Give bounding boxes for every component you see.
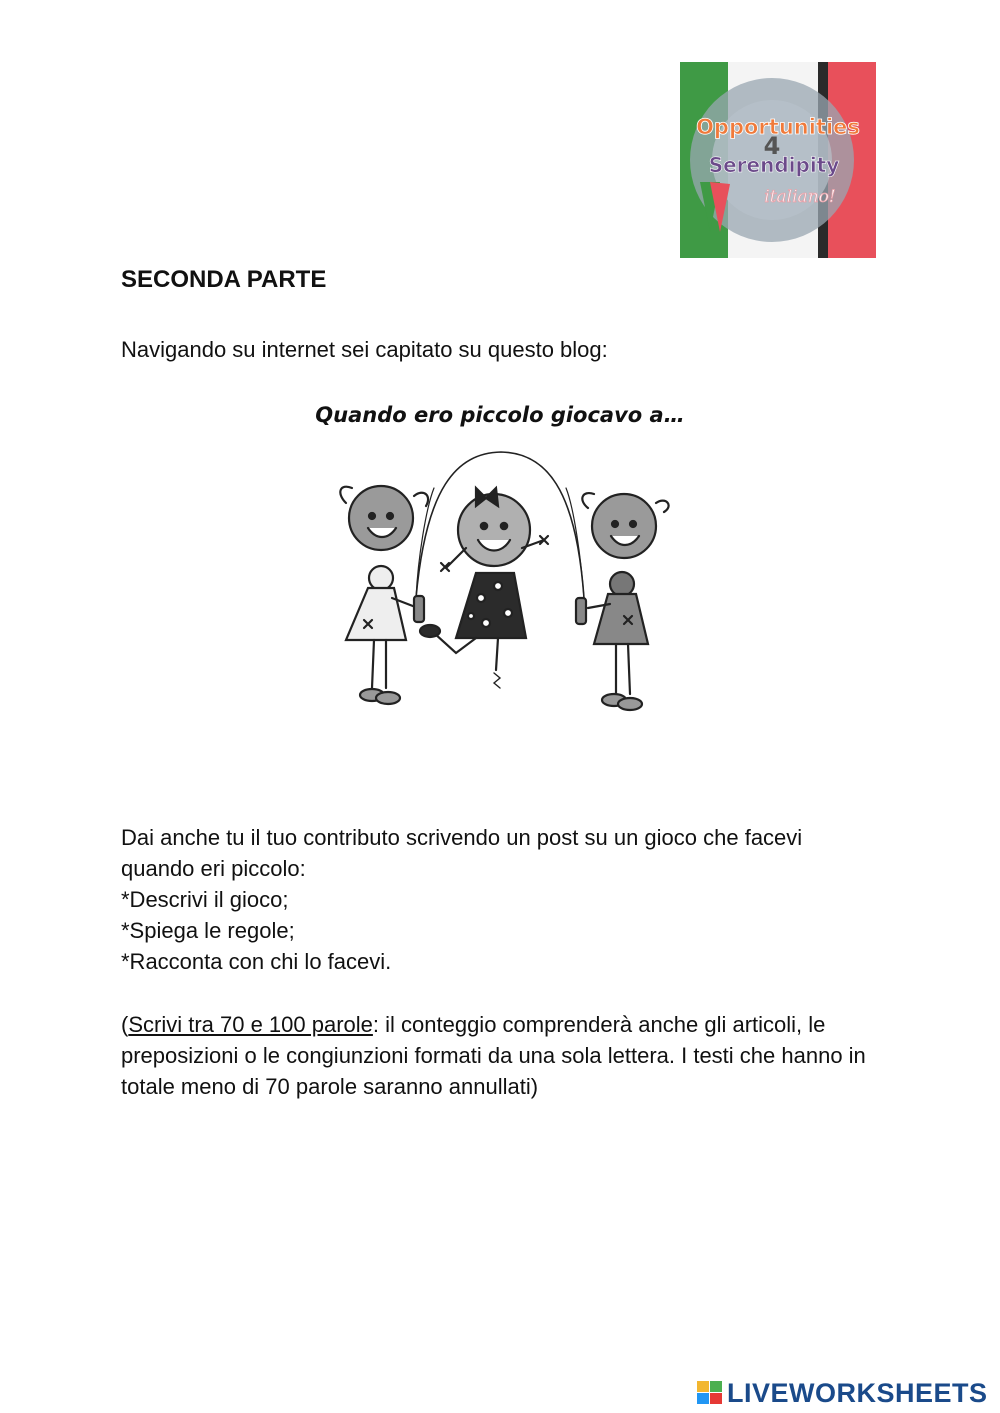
logo-graphic <box>680 62 876 258</box>
opportunities-logo <box>680 62 876 258</box>
task-bullet: *Descrivi il gioco; <box>121 887 289 912</box>
task-bullet: *Spiega le regole; <box>121 918 295 943</box>
blog-title: Quando ero piccolo giocavo a… <box>315 403 685 427</box>
kids-jump-rope-illustration <box>326 448 678 718</box>
brand-name: LIVEWORKSHEETS <box>727 1377 988 1408</box>
word-count-note <box>121 1009 891 1102</box>
task-bullet: *Racconta con chi lo facevi. <box>121 949 392 974</box>
section-heading: SECONDA PARTE <box>121 266 327 293</box>
note-open: ( <box>121 1012 129 1037</box>
logo-line2: 4 <box>763 132 781 160</box>
liveworksheets-icon <box>697 1381 723 1405</box>
liveworksheets-brand <box>697 1378 988 1408</box>
word-limit: Scrivi tra 70 e 100 parole <box>128 1012 373 1037</box>
logo-line1: Opportunities <box>696 115 860 139</box>
logo-line4: italiano! <box>764 187 836 207</box>
task-line-2: quando eri piccolo: <box>121 856 306 881</box>
intro-text: Navigando su internet sei capitato su questo blog: <box>121 337 608 362</box>
note-rest: : il conteggio comprenderà anche gli articoli, le preposizioni o le congiunzioni formati da una sola lettera. I testi che hanno in totale meno di 70 parole saranno annullati) <box>121 1012 866 1099</box>
logo-line3: Serendipity <box>708 153 840 177</box>
task-instructions <box>121 822 881 977</box>
task-line-1: Dai anche tu il tuo contributo scrivendo un post su un gioco che facevi <box>121 825 803 850</box>
